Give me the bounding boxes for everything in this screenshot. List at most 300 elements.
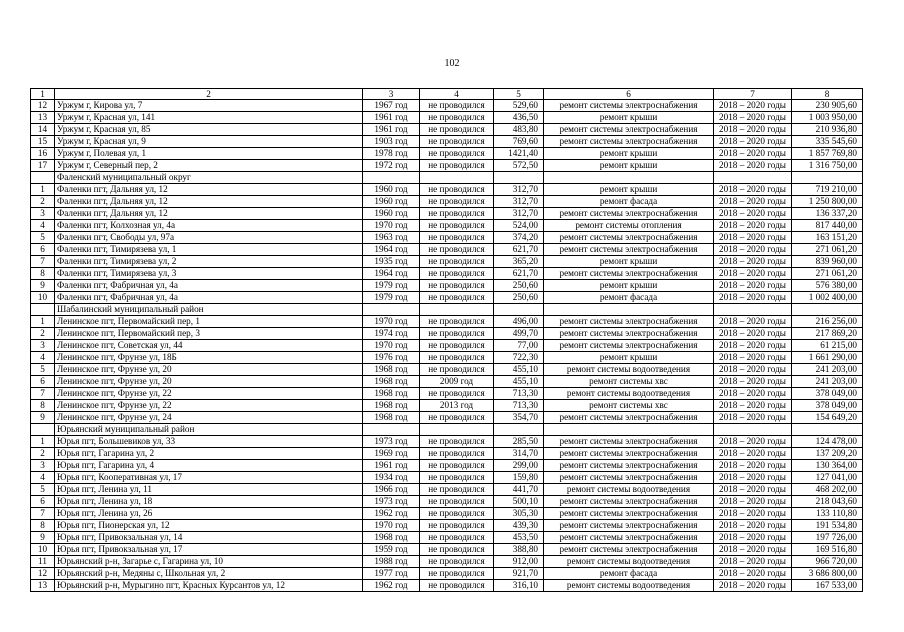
header-cell: 3 xyxy=(363,89,420,100)
commission-year-cell: 1977 год xyxy=(363,568,420,580)
table-row xyxy=(31,484,863,496)
address-cell: Ленинское пгт, Советская ул, 44 xyxy=(55,340,363,352)
last-repair-cell: не проводился xyxy=(420,220,494,232)
last-repair-cell: не проводился xyxy=(420,340,494,352)
address-cell: Фаленки пгт, Свободы ул, 97а xyxy=(55,232,363,244)
commission-year-cell: 1960 год xyxy=(363,208,420,220)
district-empty-cell xyxy=(363,172,420,184)
commission-year-cell: 1970 год xyxy=(363,220,420,232)
work-type-cell: ремонт системы водоотведения xyxy=(544,556,714,568)
area-cell: 312,70 xyxy=(494,208,544,220)
row-number: 2 xyxy=(31,448,55,460)
cost-cell: 154 649,20 xyxy=(792,412,863,424)
commission-year-cell: 1959 год xyxy=(363,544,420,556)
row-number: 17 xyxy=(31,160,55,172)
last-repair-cell: не проводился xyxy=(420,412,494,424)
row-number: 1 xyxy=(31,184,55,196)
row-number: 7 xyxy=(31,256,55,268)
area-cell: 483,80 xyxy=(494,124,544,136)
last-repair-cell: не проводился xyxy=(420,436,494,448)
work-type-cell: ремонт крыши xyxy=(544,148,714,160)
address-cell: Уржум г, Красная ул, 85 xyxy=(55,124,363,136)
area-cell: 436,50 xyxy=(494,112,544,124)
period-cell: 2018 – 2020 годы xyxy=(714,520,792,532)
row-number: 8 xyxy=(31,268,55,280)
period-cell: 2018 – 2020 годы xyxy=(714,388,792,400)
last-repair-cell: не проводился xyxy=(420,256,494,268)
row-number: 14 xyxy=(31,124,55,136)
table-row xyxy=(31,544,863,556)
last-repair-cell: не проводился xyxy=(420,508,494,520)
area-cell: 499,70 xyxy=(494,328,544,340)
address-cell: Ленинское пгт, Фрунзе ул, 18Б xyxy=(55,352,363,364)
period-cell: 2018 – 2020 годы xyxy=(714,472,792,484)
area-cell: 453,50 xyxy=(494,532,544,544)
row-number: 8 xyxy=(31,520,55,532)
header-cell: 4 xyxy=(420,89,494,100)
period-cell: 2018 – 2020 годы xyxy=(714,292,792,304)
table-body xyxy=(31,89,863,592)
last-repair-cell: не проводился xyxy=(420,136,494,148)
area-cell: 621,70 xyxy=(494,244,544,256)
period-cell: 2018 – 2020 годы xyxy=(714,436,792,448)
address-cell: Юрья пгт, Пионерская ул, 12 xyxy=(55,520,363,532)
cost-cell: 1 002 400,00 xyxy=(792,292,863,304)
last-repair-cell: не проводился xyxy=(420,544,494,556)
address-cell: Ленинское пгт, Первомайский пер, 3 xyxy=(55,328,363,340)
area-cell: 441,70 xyxy=(494,484,544,496)
address-cell: Юрья пгт, Большевиков ул, 33 xyxy=(55,436,363,448)
cost-cell: 468 202,00 xyxy=(792,484,863,496)
table-row xyxy=(31,352,863,364)
row-number: 13 xyxy=(31,112,55,124)
period-cell: 2018 – 2020 годы xyxy=(714,496,792,508)
district-empty-cell xyxy=(420,304,494,316)
cost-cell: 378 049,00 xyxy=(792,400,863,412)
table-row xyxy=(31,340,863,352)
commission-year-cell: 1973 год xyxy=(363,496,420,508)
work-type-cell: ремонт крыши xyxy=(544,256,714,268)
table-row xyxy=(31,496,863,508)
commission-year-cell: 1961 год xyxy=(363,112,420,124)
commission-year-cell: 1968 год xyxy=(363,388,420,400)
last-repair-cell: не проводился xyxy=(420,496,494,508)
last-repair-cell: не проводился xyxy=(420,556,494,568)
commission-year-cell: 1962 год xyxy=(363,508,420,520)
work-type-cell: ремонт системы электроснабжения xyxy=(544,460,714,472)
district-empty-cell xyxy=(714,304,792,316)
district-name: Юрьянский муниципальный район xyxy=(55,424,363,436)
period-cell: 2018 – 2020 годы xyxy=(714,244,792,256)
table-row xyxy=(31,436,863,448)
address-cell: Ленинское пгт, Фрунзе ул, 22 xyxy=(55,400,363,412)
period-cell: 2018 – 2020 годы xyxy=(714,220,792,232)
area-cell: 1421,40 xyxy=(494,148,544,160)
address-cell: Юрья пгт, Ленина ул, 18 xyxy=(55,496,363,508)
period-cell: 2018 – 2020 годы xyxy=(714,100,792,112)
commission-year-cell: 1968 год xyxy=(363,376,420,388)
address-cell: Фаленки пгт, Дальняя ул, 12 xyxy=(55,208,363,220)
commission-year-cell: 1935 год xyxy=(363,256,420,268)
table-row xyxy=(31,292,863,304)
address-cell: Юрья пгт, Кооперативная ул, 17 xyxy=(55,472,363,484)
cost-cell: 230 905,60 xyxy=(792,100,863,112)
work-type-cell: ремонт системы водоотведения xyxy=(544,388,714,400)
row-number: 2 xyxy=(31,196,55,208)
period-cell: 2018 – 2020 годы xyxy=(714,448,792,460)
cost-cell: 210 936,80 xyxy=(792,124,863,136)
area-cell: 500,10 xyxy=(494,496,544,508)
work-type-cell: ремонт фасада xyxy=(544,292,714,304)
cost-cell: 576 380,00 xyxy=(792,280,863,292)
commission-year-cell: 1934 год xyxy=(363,472,420,484)
cost-cell: 271 061,20 xyxy=(792,268,863,280)
capital-repair-table xyxy=(30,88,863,592)
row-number: 5 xyxy=(31,484,55,496)
table-row xyxy=(31,376,863,388)
cost-cell: 1 661 290,00 xyxy=(792,352,863,364)
table-row xyxy=(31,244,863,256)
work-type-cell: ремонт системы электроснабжения xyxy=(544,100,714,112)
cost-cell: 1 316 750,00 xyxy=(792,160,863,172)
header-cell: 2 xyxy=(55,89,363,100)
period-cell: 2018 – 2020 годы xyxy=(714,412,792,424)
table-row xyxy=(31,208,863,220)
table-row xyxy=(31,124,863,136)
table-row xyxy=(31,520,863,532)
last-repair-cell: не проводился xyxy=(420,532,494,544)
commission-year-cell: 1988 год xyxy=(363,556,420,568)
work-type-cell: ремонт системы электроснабжения xyxy=(544,136,714,148)
address-cell: Уржум г, Северный пер, 2 xyxy=(55,160,363,172)
period-cell: 2018 – 2020 годы xyxy=(714,364,792,376)
work-type-cell: ремонт системы электроснабжения xyxy=(544,268,714,280)
last-repair-cell: не проводился xyxy=(420,280,494,292)
table-row xyxy=(31,160,863,172)
cost-cell: 3 686 800,00 xyxy=(792,568,863,580)
period-cell: 2018 – 2020 годы xyxy=(714,196,792,208)
row-number: 16 xyxy=(31,148,55,160)
row-number: 7 xyxy=(31,388,55,400)
table-row xyxy=(31,388,863,400)
work-type-cell: ремонт системы электроснабжения xyxy=(544,412,714,424)
commission-year-cell: 1968 год xyxy=(363,532,420,544)
area-cell: 314,70 xyxy=(494,448,544,460)
address-cell: Фаленки пгт, Дальняя ул, 12 xyxy=(55,184,363,196)
last-repair-cell: не проводился xyxy=(420,460,494,472)
last-repair-cell: не проводился xyxy=(420,484,494,496)
row-number: 10 xyxy=(31,292,55,304)
area-cell: 388,80 xyxy=(494,544,544,556)
address-cell: Фаленки пгт, Колхозная ул, 4а xyxy=(55,220,363,232)
address-cell: Уржум г, Красная ул, 141 xyxy=(55,112,363,124)
area-cell: 305,30 xyxy=(494,508,544,520)
row-number: 9 xyxy=(31,280,55,292)
district-empty-cell xyxy=(544,424,714,436)
table-row xyxy=(31,220,863,232)
address-cell: Ленинское пгт, Фрунзе ул, 20 xyxy=(55,364,363,376)
period-cell: 2018 – 2020 годы xyxy=(714,340,792,352)
last-repair-cell: не проводился xyxy=(420,292,494,304)
table-row xyxy=(31,568,863,580)
address-cell: Юрья пгт, Ленина ул, 11 xyxy=(55,484,363,496)
row-number: 1 xyxy=(31,316,55,328)
row-number: 8 xyxy=(31,400,55,412)
table-row xyxy=(31,400,863,412)
commission-year-cell: 1968 год xyxy=(363,412,420,424)
district-empty-cell xyxy=(714,424,792,436)
work-type-cell: ремонт системы водоотведения xyxy=(544,580,714,592)
row-number: 5 xyxy=(31,232,55,244)
cost-cell: 133 110,80 xyxy=(792,508,863,520)
area-cell: 722,30 xyxy=(494,352,544,364)
area-cell: 769,60 xyxy=(494,136,544,148)
last-repair-cell: не проводился xyxy=(420,124,494,136)
row-number: 13 xyxy=(31,580,55,592)
area-cell: 524,00 xyxy=(494,220,544,232)
area-cell: 572,50 xyxy=(494,160,544,172)
row-number: 6 xyxy=(31,496,55,508)
work-type-cell: ремонт крыши xyxy=(544,280,714,292)
row-number: 7 xyxy=(31,508,55,520)
area-cell: 496,00 xyxy=(494,316,544,328)
row-number: 9 xyxy=(31,532,55,544)
district-empty-cell xyxy=(792,304,863,316)
commission-year-cell: 1968 год xyxy=(363,400,420,412)
commission-year-cell: 1973 год xyxy=(363,436,420,448)
table-row xyxy=(31,556,863,568)
cost-cell: 241 203,00 xyxy=(792,364,863,376)
work-type-cell: ремонт системы электроснабжения xyxy=(544,232,714,244)
row-number: 4 xyxy=(31,352,55,364)
last-repair-cell: не проводился xyxy=(420,112,494,124)
last-repair-cell: не проводился xyxy=(420,448,494,460)
cost-cell: 335 545,60 xyxy=(792,136,863,148)
area-cell: 250,60 xyxy=(494,280,544,292)
table-row xyxy=(31,460,863,472)
table-row xyxy=(31,268,863,280)
area-cell: 529,60 xyxy=(494,100,544,112)
cost-cell: 966 720,00 xyxy=(792,556,863,568)
period-cell: 2018 – 2020 годы xyxy=(714,460,792,472)
cost-cell: 130 364,00 xyxy=(792,460,863,472)
district-empty-cell xyxy=(363,424,420,436)
cost-cell: 839 960,00 xyxy=(792,256,863,268)
header-cell: 7 xyxy=(714,89,792,100)
last-repair-cell: не проводился xyxy=(420,580,494,592)
area-cell: 374,20 xyxy=(494,232,544,244)
row-number: 11 xyxy=(31,556,55,568)
period-cell: 2018 – 2020 годы xyxy=(714,580,792,592)
address-cell: Фаленки пгт, Тимирязева ул, 3 xyxy=(55,268,363,280)
district-empty-cell xyxy=(494,304,544,316)
row-number: 6 xyxy=(31,244,55,256)
table-row xyxy=(31,148,863,160)
address-cell: Юрья пгт, Ленина ул, 26 xyxy=(55,508,363,520)
table-row xyxy=(31,232,863,244)
area-cell: 365,20 xyxy=(494,256,544,268)
work-type-cell: ремонт системы водоотведения xyxy=(544,364,714,376)
district-empty-cell xyxy=(544,304,714,316)
area-cell: 621,70 xyxy=(494,268,544,280)
cost-cell: 61 215,00 xyxy=(792,340,863,352)
address-cell: Фаленки пгт, Фабричная ул, 4а xyxy=(55,292,363,304)
address-cell: Ленинское пгт, Фрунзе ул, 22 xyxy=(55,388,363,400)
commission-year-cell: 1968 год xyxy=(363,364,420,376)
row-number: 10 xyxy=(31,544,55,556)
district-empty-cell xyxy=(494,424,544,436)
period-cell: 2018 – 2020 годы xyxy=(714,568,792,580)
work-type-cell: ремонт системы электроснабжения xyxy=(544,520,714,532)
last-repair-cell: не проводился xyxy=(420,364,494,376)
period-cell: 2018 – 2020 годы xyxy=(714,400,792,412)
address-cell: Уржум г, Кирова ул, 7 xyxy=(55,100,363,112)
commission-year-cell: 1978 год xyxy=(363,148,420,160)
last-repair-cell: не проводился xyxy=(420,568,494,580)
area-cell: 455,10 xyxy=(494,364,544,376)
cost-cell: 1 003 950,00 xyxy=(792,112,863,124)
period-cell: 2018 – 2020 годы xyxy=(714,376,792,388)
period-cell: 2018 – 2020 годы xyxy=(714,352,792,364)
area-cell: 912,00 xyxy=(494,556,544,568)
commission-year-cell: 1974 год xyxy=(363,328,420,340)
cost-cell: 719 210,00 xyxy=(792,184,863,196)
commission-year-cell: 1903 год xyxy=(363,136,420,148)
last-repair-cell: 2009 год xyxy=(420,376,494,388)
row-number: 4 xyxy=(31,472,55,484)
district-empty-cell xyxy=(544,172,714,184)
commission-year-cell: 1979 год xyxy=(363,292,420,304)
work-type-cell: ремонт крыши xyxy=(544,184,714,196)
address-cell: Юрьянский р-н, Мурыгино пгт, Красных Курсантов ул, 12 xyxy=(55,580,363,592)
commission-year-cell: 1970 год xyxy=(363,316,420,328)
table-row xyxy=(31,508,863,520)
header-cell: 5 xyxy=(494,89,544,100)
work-type-cell: ремонт системы хвс xyxy=(544,400,714,412)
address-cell: Фаленки пгт, Фабричная ул, 4а xyxy=(55,280,363,292)
area-cell: 713,30 xyxy=(494,388,544,400)
work-type-cell: ремонт системы электроснабжения xyxy=(544,124,714,136)
area-cell: 316,10 xyxy=(494,580,544,592)
work-type-cell: ремонт крыши xyxy=(544,352,714,364)
work-type-cell: ремонт фасада xyxy=(544,196,714,208)
district-row xyxy=(31,172,863,184)
period-cell: 2018 – 2020 годы xyxy=(714,328,792,340)
work-type-cell: ремонт системы электроснабжения xyxy=(544,328,714,340)
commission-year-cell: 1966 год xyxy=(363,484,420,496)
row-number: 3 xyxy=(31,460,55,472)
row-number: 3 xyxy=(31,208,55,220)
work-type-cell: ремонт системы электроснабжения xyxy=(544,532,714,544)
district-empty-cell xyxy=(31,304,55,316)
period-cell: 2018 – 2020 годы xyxy=(714,148,792,160)
last-repair-cell: не проводился xyxy=(420,148,494,160)
commission-year-cell: 1962 год xyxy=(363,580,420,592)
header-row xyxy=(31,89,863,100)
last-repair-cell: не проводился xyxy=(420,520,494,532)
page-number: 102 xyxy=(444,58,460,69)
cost-cell: 163 151,20 xyxy=(792,232,863,244)
cost-cell: 378 049,00 xyxy=(792,388,863,400)
commission-year-cell: 1970 год xyxy=(363,340,420,352)
address-cell: Ленинское пгт, Фрунзе ул, 24 xyxy=(55,412,363,424)
district-empty-cell xyxy=(494,172,544,184)
work-type-cell: ремонт системы отопления xyxy=(544,220,714,232)
table-row xyxy=(31,184,863,196)
work-type-cell: ремонт системы электроснабжения xyxy=(544,340,714,352)
address-cell: Фаленки пгт, Тимирязева ул, 1 xyxy=(55,244,363,256)
address-cell: Фаленки пгт, Тимирязева ул, 2 xyxy=(55,256,363,268)
cost-cell: 169 516,80 xyxy=(792,544,863,556)
row-number: 1 xyxy=(31,436,55,448)
commission-year-cell: 1964 год xyxy=(363,268,420,280)
table-row xyxy=(31,412,863,424)
last-repair-cell: 2013 год xyxy=(420,400,494,412)
address-cell: Ленинское пгт, Первомайский пер, 1 xyxy=(55,316,363,328)
work-type-cell: ремонт системы электроснабжения xyxy=(544,544,714,556)
table-row xyxy=(31,136,863,148)
period-cell: 2018 – 2020 годы xyxy=(714,136,792,148)
commission-year-cell: 1970 год xyxy=(363,520,420,532)
period-cell: 2018 – 2020 годы xyxy=(714,256,792,268)
period-cell: 2018 – 2020 годы xyxy=(714,124,792,136)
work-type-cell: ремонт системы электроснабжения xyxy=(544,436,714,448)
work-type-cell: ремонт системы электроснабжения xyxy=(544,244,714,256)
header-cell: 6 xyxy=(544,89,714,100)
district-empty-cell xyxy=(714,172,792,184)
address-cell: Уржум г, Полевая ул, 1 xyxy=(55,148,363,160)
row-number: 2 xyxy=(31,328,55,340)
district-empty-cell xyxy=(31,424,55,436)
district-empty-cell xyxy=(363,304,420,316)
cost-cell: 136 337,20 xyxy=(792,208,863,220)
address-cell: Юрья пгт, Привокзальная ул, 17 xyxy=(55,544,363,556)
address-cell: Юрья пгт, Гагарина ул, 2 xyxy=(55,448,363,460)
period-cell: 2018 – 2020 годы xyxy=(714,184,792,196)
table-row xyxy=(31,328,863,340)
last-repair-cell: не проводился xyxy=(420,160,494,172)
cost-cell: 271 061,20 xyxy=(792,244,863,256)
cost-cell: 216 256,00 xyxy=(792,316,863,328)
period-cell: 2018 – 2020 годы xyxy=(714,544,792,556)
cost-cell: 124 478,00 xyxy=(792,436,863,448)
row-number: 4 xyxy=(31,220,55,232)
cost-cell: 1 250 800,00 xyxy=(792,196,863,208)
address-cell: Ленинское пгт, Фрунзе ул, 20 xyxy=(55,376,363,388)
address-cell: Юрья пгт, Привокзальная ул, 14 xyxy=(55,532,363,544)
work-type-cell: ремонт системы электроснабжения xyxy=(544,496,714,508)
address-cell: Юрья пгт, Гагарина ул, 4 xyxy=(55,460,363,472)
table-row xyxy=(31,364,863,376)
row-number: 5 xyxy=(31,364,55,376)
area-cell: 713,30 xyxy=(494,400,544,412)
address-cell: Уржум г, Красная ул, 9 xyxy=(55,136,363,148)
row-number: 12 xyxy=(31,568,55,580)
period-cell: 2018 – 2020 годы xyxy=(714,112,792,124)
cost-cell: 127 041,00 xyxy=(792,472,863,484)
commission-year-cell: 1976 год xyxy=(363,352,420,364)
area-cell: 77,00 xyxy=(494,340,544,352)
area-cell: 285,50 xyxy=(494,436,544,448)
commission-year-cell: 1972 год xyxy=(363,160,420,172)
work-type-cell: ремонт системы электроснабжения xyxy=(544,448,714,460)
commission-year-cell: 1961 год xyxy=(363,124,420,136)
cost-cell: 191 534,80 xyxy=(792,520,863,532)
area-cell: 455,10 xyxy=(494,376,544,388)
period-cell: 2018 – 2020 годы xyxy=(714,532,792,544)
last-repair-cell: не проводился xyxy=(420,232,494,244)
area-cell: 312,70 xyxy=(494,184,544,196)
